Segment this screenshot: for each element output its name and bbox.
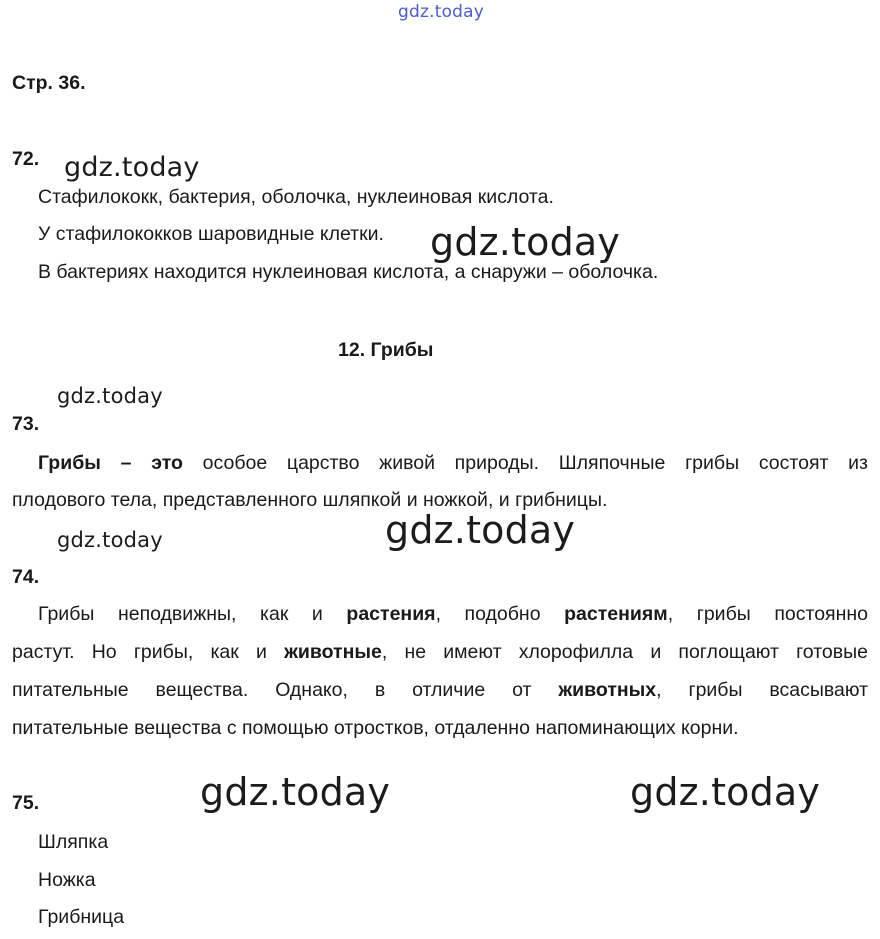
term-zhivotnykh: животных: [558, 679, 657, 701]
task-72-line-2: У стафилококков шаровидные клетки.: [38, 223, 384, 245]
watermark-top: gdz.today: [398, 2, 485, 22]
task-75-item: Грибница: [38, 906, 125, 928]
section-title: 12. Грибы: [338, 339, 434, 361]
watermark: gdz.today: [57, 384, 163, 408]
task-73-term: Грибы – это: [38, 452, 183, 474]
page-label: Стр. 36.: [12, 72, 86, 94]
watermark: gdz.today: [57, 528, 163, 552]
task-72-line-1: Стафилококк, бактерия, оболочка, нуклеиновая кислота.: [38, 186, 554, 208]
task-73-line-1-rest: особое царство живой природы. Шляпочные грибы состоят из: [202, 452, 868, 474]
watermark: gdz.today: [630, 770, 821, 814]
task-75-item: Шляпка: [38, 831, 109, 853]
task-74-line-3: питательные вещества. Однако, в отличие от животных, грибы всасывают: [12, 679, 869, 701]
task-72-number: 72.: [12, 148, 40, 170]
task-74-number: 74.: [12, 566, 40, 588]
term-rasteniya: растения: [346, 603, 436, 625]
task-74-line-2: растут. Но грибы, как и животные, не имеют хлорофилла и поглощают готовые: [12, 641, 868, 663]
watermark: gdz.today: [64, 152, 200, 183]
term-zhivotnye: животные: [284, 641, 382, 663]
term-rasteniyam: растениям: [564, 603, 668, 625]
task-73-number: 73.: [12, 413, 40, 435]
watermark: gdz.today: [430, 220, 621, 264]
task-75-number: 75.: [12, 792, 40, 814]
watermark: gdz.today: [385, 508, 576, 552]
watermark: gdz.today: [200, 770, 391, 814]
task-74-line-1: Грибы неподвижны, как и растения, подобно растениям, грибы постоянно: [38, 603, 868, 625]
task-75-item: Ножка: [38, 869, 96, 891]
task-72-line-3: В бактериях находится нуклеиновая кислота, а снаружи – оболочка.: [38, 261, 659, 283]
task-73-line-1: [38, 451, 868, 475]
task-74-line-4: питательные вещества с помощью отростков, отдаленно напоминающих корни.: [12, 717, 739, 739]
task-73-line-2: плодового тела, представленного шляпкой и ножкой, и грибницы.: [12, 489, 608, 511]
